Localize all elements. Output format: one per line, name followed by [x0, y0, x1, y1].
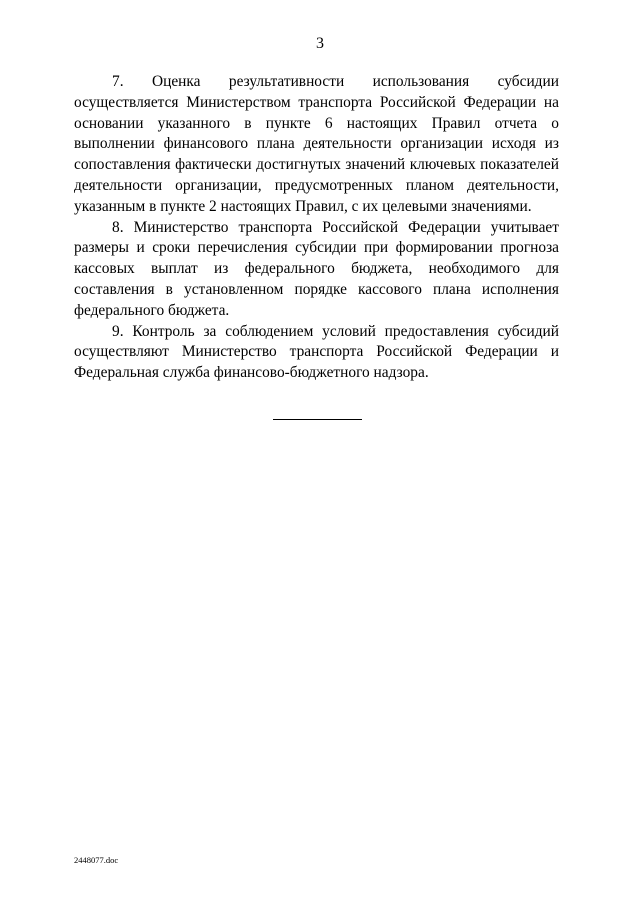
footer-file-name: 2448077.doc — [74, 855, 119, 865]
page-number: 3 — [316, 35, 324, 52]
document-body — [74, 72, 559, 384]
end-separator-line — [273, 419, 362, 420]
paragraph-8: 8. Министерство транспорта Российской Федерации учитывает размеры и сроки перечисления субсидии при формировании прогноза кассовых выплат из федерального бюджета, необходимого для составления в установленном порядке кассового плана исполнения федерального бюджета. — [74, 218, 559, 319]
paragraph-9: 9. Контроль за соблюдением условий предоставления субсидий осуществляют Министерство транспорта Российской Федерации и Федеральная служба финансово-бюджетного надзора. — [74, 322, 559, 382]
paragraph-7: 7. Оценка результативности использования субсидии осуществляется Министерством транспорта Российской Федерации на основании указанного в пункте 6 настоящих Правил отчета о выполнении финансового плана деятельности организации исходя из сопоставления фактически достигнутых значений ключевых показателей деятельности организации, предусмотренных планом деятельности, указанным в пункте 2 настоящих Правил, с их целевыми значениями. — [74, 73, 559, 215]
